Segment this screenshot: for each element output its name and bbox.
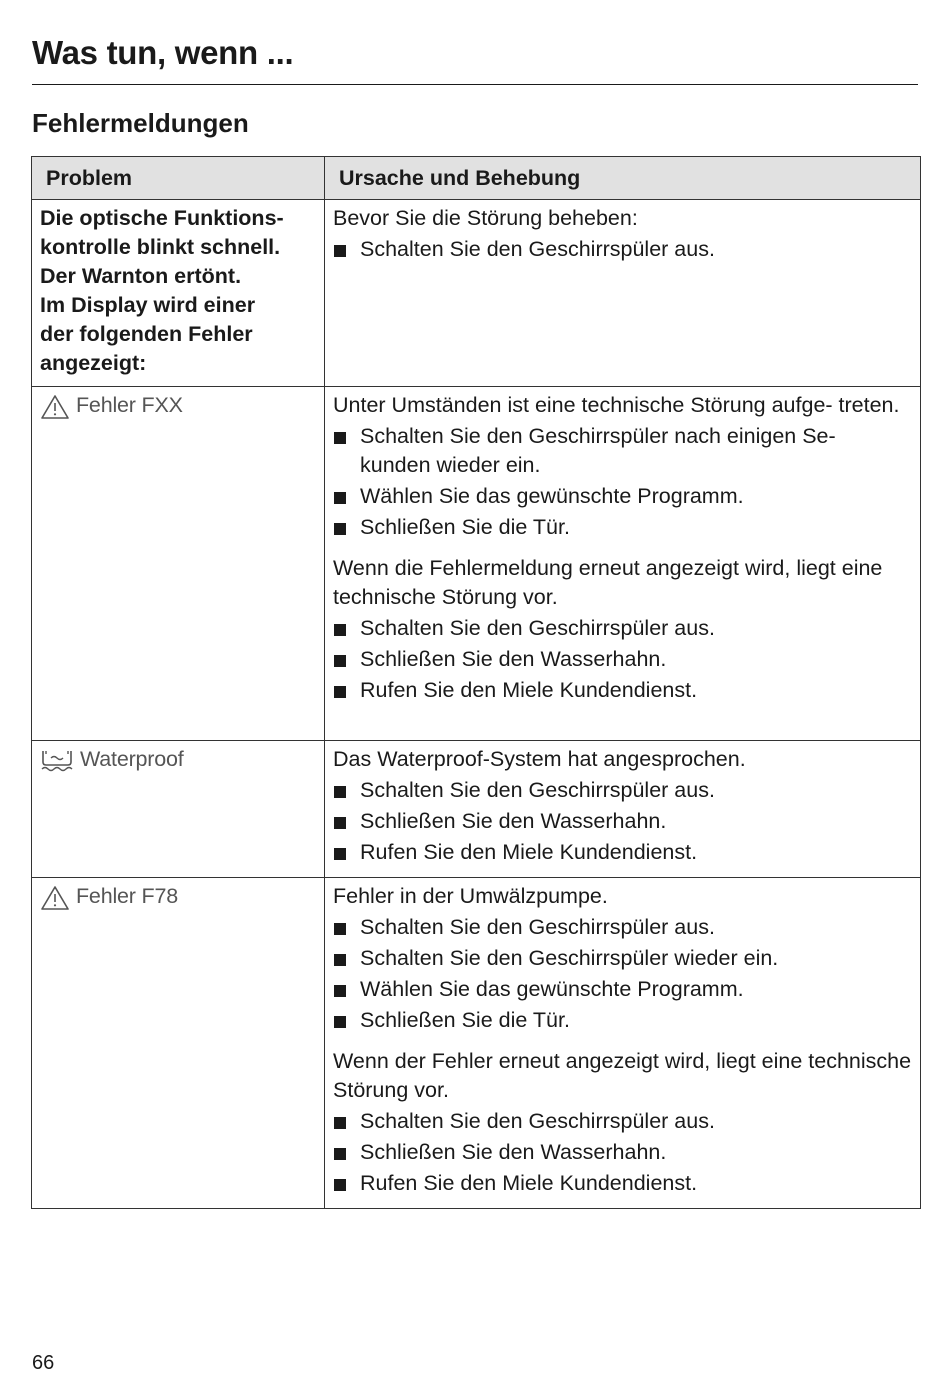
problem-cell xyxy=(32,200,325,387)
warning-triangle-icon xyxy=(40,394,70,420)
bullet-square-icon xyxy=(334,245,346,257)
solution-intro-secondary: Wenn der Fehler erneut angezeigt wird, liegt eine technische Störung vor. xyxy=(333,1049,912,1102)
solution-steps xyxy=(333,235,912,264)
table-header-row xyxy=(32,157,921,200)
table-row xyxy=(32,878,921,1209)
list-item: Schalten Sie den Geschirrspüler aus. xyxy=(333,235,912,264)
problem-line: angezeigt: xyxy=(40,351,147,375)
list-item: Schalten Sie den Geschirrspüler nach einigen Se- kunden wieder ein. xyxy=(333,422,912,480)
list-item: Rufen Sie den Miele Kundendienst. xyxy=(333,838,912,867)
list-item: Schalten Sie den Geschirrspüler wieder ein. xyxy=(333,944,912,973)
bullet-square-icon xyxy=(334,954,346,966)
solution-cell xyxy=(325,741,921,878)
problem-line: Der Warnton ertönt. xyxy=(40,264,242,288)
list-item: Schalten Sie den Geschirrspüler aus. xyxy=(333,614,912,643)
bullet-square-icon xyxy=(334,1148,346,1160)
title-divider xyxy=(32,84,918,85)
page-number: 66 xyxy=(32,1352,55,1374)
bullet-square-icon xyxy=(334,492,346,504)
solution-cell xyxy=(325,878,921,1209)
bullet-square-icon xyxy=(334,985,346,997)
solution-cell xyxy=(325,387,921,741)
list-item: Rufen Sie den Miele Kundendienst. xyxy=(333,1169,912,1198)
solution-steps-secondary xyxy=(333,1107,912,1198)
bullet-square-icon xyxy=(334,848,346,860)
bullet-square-icon xyxy=(334,686,346,698)
bullet-square-icon xyxy=(334,817,346,829)
solution-steps xyxy=(333,422,912,542)
bullet-square-icon xyxy=(334,523,346,535)
list-item: Schließen Sie den Wasserhahn. xyxy=(333,807,912,836)
bullet-square-icon xyxy=(334,1179,346,1191)
column-header-problem: Problem xyxy=(32,157,325,200)
list-item: Rufen Sie den Miele Kundendienst. xyxy=(333,676,912,705)
column-header-solution: Ursache und Behebung xyxy=(325,157,921,200)
bullet-square-icon xyxy=(334,923,346,935)
display-message xyxy=(40,882,316,911)
error-table xyxy=(31,156,921,1209)
solution-steps xyxy=(333,913,912,1035)
bullet-square-icon xyxy=(334,786,346,798)
bullet-square-icon xyxy=(334,432,346,444)
page-title: Was tun, wenn ... xyxy=(32,34,294,71)
solution-intro: Das Waterproof-System hat angesprochen. xyxy=(333,747,746,771)
warning-triangle-icon xyxy=(40,885,70,911)
solution-intro: Fehler in der Umwälzpumpe. xyxy=(333,884,608,908)
bullet-square-icon xyxy=(334,1016,346,1028)
list-item: Schalten Sie den Geschirrspüler aus. xyxy=(333,913,912,942)
list-item: Wählen Sie das gewünschte Programm. xyxy=(333,975,912,1004)
table-row xyxy=(32,387,921,741)
solution-steps-secondary xyxy=(333,614,912,705)
bullet-square-icon xyxy=(334,624,346,636)
problem-cell xyxy=(32,387,325,741)
section-title: Fehlermeldungen xyxy=(32,108,249,138)
list-item: Schließen Sie die Tür. xyxy=(333,513,912,542)
problem-cell xyxy=(32,878,325,1209)
solution-steps xyxy=(333,776,912,867)
list-item: Schalten Sie den Geschirrspüler aus. xyxy=(333,1107,912,1136)
problem-line: Die optische Funktions- xyxy=(40,206,284,230)
solution-intro: Bevor Sie die Störung beheben: xyxy=(333,206,638,230)
display-text: Fehler F78 xyxy=(76,884,178,908)
bullet-square-icon xyxy=(334,1117,346,1129)
display-text: Fehler FXX xyxy=(76,393,183,417)
display-message xyxy=(40,745,316,774)
list-item: Schließen Sie die Tür. xyxy=(333,1006,912,1035)
list-item: Schließen Sie den Wasserhahn. xyxy=(333,645,912,674)
solution-intro-secondary: Wenn die Fehlermeldung erneut angezeigt wird, liegt eine technische Störung vor. xyxy=(333,556,883,609)
list-item: Wählen Sie das gewünschte Programm. xyxy=(333,482,912,511)
table-row xyxy=(32,741,921,878)
problem-line: Im Display wird einer xyxy=(40,293,256,317)
list-item: Schließen Sie den Wasserhahn. xyxy=(333,1138,912,1167)
solution-intro: Unter Umständen ist eine technische Störung aufge- treten. xyxy=(333,393,900,417)
table-row xyxy=(32,200,921,387)
solution-cell xyxy=(325,200,921,387)
bullet-square-icon xyxy=(334,655,346,667)
problem-line: der folgenden Fehler xyxy=(40,322,253,346)
waterproof-icon xyxy=(40,748,74,774)
list-item: Schalten Sie den Geschirrspüler aus. xyxy=(333,776,912,805)
display-message xyxy=(40,391,316,420)
problem-line: kontrolle blinkt schnell. xyxy=(40,235,281,259)
problem-cell xyxy=(32,741,325,878)
display-text: Waterproof xyxy=(80,747,184,771)
